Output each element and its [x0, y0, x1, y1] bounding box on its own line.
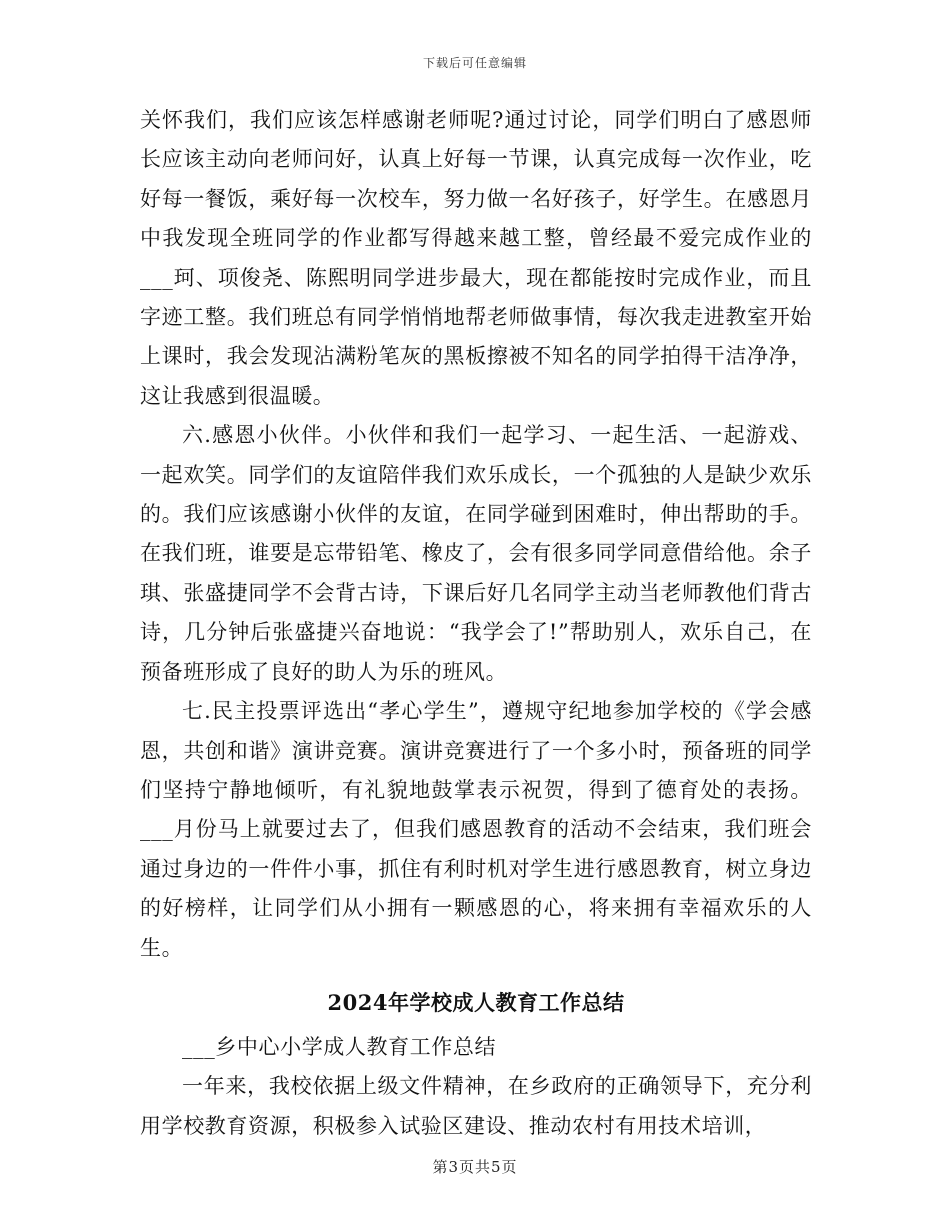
header-note: 下载后可任意编辑	[422, 56, 527, 70]
section-subtitle: ___乡中心小学成人教育工作总结	[182, 1034, 497, 1059]
body-paragraph: 七.民主投票评选出“孝心学生”，遵规守纪地参加学校的《学会感恩，共创和谐》演讲竞赛。演讲竞赛进行了一个多小时，预备班的同学们坚持宁静地倾听，有礼貌地鼓掌表示祝贺，得到了德育处的表扬。___月份马上就要过去了，但我们感恩教育的活动不会结束，我们班会通过身边的一件件小事，抓住有利时机对学生进行感恩教育，树立身边的好榜样，让同学们从小拥有一颗感恩的心，将来拥有幸福欢乐的人生。	[140, 699, 812, 960]
page-number: 第3页共5页	[432, 1158, 518, 1176]
body-paragraph: 关怀我们，我们应该怎样感谢老师呢?通过讨论，同学们明白了感恩师长应该主动向老师问好，认真上好每一节课，认真完成每一次作业，吃好每一餐饭，乘好每一次校车，努力做一名好孩子，好学生。在感恩月中我发现全班同学的作业都写得越来越工整，曾经最不爱完成作业的___珂、项俊尧、陈熙明同学进步最大，现在都能按时完成作业，而且字迹工整。我们班总有同学悄悄地帮老师做事情，每次我走进教室开始上课时，我会发现沾满粉笔灰的黑板擦被不知名的同学拍得干洁净净，这让我感到很温暖。	[140, 108, 812, 408]
body-paragraph: 六.感恩小伙伴。小伙伴和我们一起学习、一起生活、一起游戏、一起欢笑。同学们的友谊陪伴我们欢乐成长，一个孤独的人是缺少欢乐的。我们应该感谢小伙伴的友谊，在同学碰到困难时，伸出帮助的手。在我们班，谁要是忘带铅笔、橡皮了，会有很多同学同意借给他。余子琪、张盛捷同学不会背古诗，下课后好几名同学主动当老师教他们背古诗，几分钟后张盛捷兴奋地说：“我学会了!”帮助别人，欢乐自己，在预备班形成了良好的助人为乐的班风。	[140, 423, 812, 684]
body-paragraph: 一年来，我校依据上级文件精神，在乡政府的正确领导下，充分利用学校教育资源，积极参入试验区建设、推动农村有用技术培训，	[140, 1074, 812, 1138]
document-body	[140, 101, 812, 1146]
section-title: 2024年学校成人教育工作总结	[327, 989, 625, 1015]
